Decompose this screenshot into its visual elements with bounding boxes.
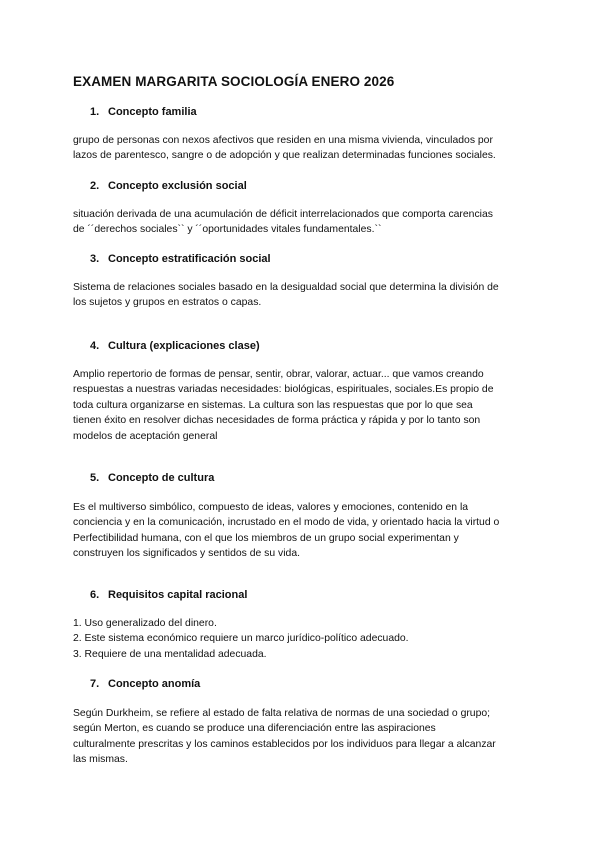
- body-line: conciencia y en la comunicación, incrustado en el modo de vida, y orientado hacia la virtud o: [73, 517, 500, 529]
- body-line: según Merton, es cuando se produce una diferenciación entre las aspiraciones: [73, 723, 436, 735]
- section-body-estratificacion-social: [73, 280, 533, 311]
- section-number: 2.: [90, 180, 100, 192]
- body-line: tienen éxito en resolver dichas necesidades de forma práctica y rápida y por lo tanto son: [73, 415, 481, 427]
- section-title: Concepto anomía: [108, 678, 201, 690]
- body-line: respuestas a nuestras variadas necesidades: biológicas, espirituales, sociales.Es propio de: [73, 384, 494, 396]
- list-item: 2. Este sistema económico requiere un marco jurídico-político adecuado.: [73, 633, 409, 645]
- requirements-list: [73, 616, 409, 662]
- body-line: Según Durkheim, se refiere al estado de falta relativa de normas de una sociedad o grupo;: [73, 708, 491, 719]
- body-line: Amplio repertorio de formas de pensar, sentir, obrar, valorar, actuar... que vamos creando: [73, 369, 484, 380]
- section-title: Requisitos capital racional: [108, 589, 248, 601]
- section-title: Cultura (explicaciones clase): [108, 340, 260, 352]
- body-line: las mismas.: [73, 754, 128, 766]
- section-title: Concepto familia: [108, 106, 197, 118]
- section-body-concepto-cultura: [73, 500, 533, 562]
- body-line: situación derivada de una acumulación de déficit interrelacionados que comporta carencias: [73, 209, 493, 220]
- section-number: 4.: [90, 340, 100, 352]
- list-item: 3. Requiere de una mentalidad adecuada.: [73, 648, 267, 660]
- section-heading-anomia: [90, 678, 200, 690]
- body-line: culturalmente prescritas y los caminos establecidos por los individuos para llegar a alcanzar: [73, 738, 496, 750]
- body-line: de ´´derechos sociales`` y ´´oportunidades vitales fundamentales.``: [73, 224, 382, 236]
- section-heading-concepto-cultura: [90, 472, 214, 484]
- section-number: 6.: [90, 589, 100, 601]
- body-line: grupo de personas con nexos afectivos que residen en una misma vivienda, vinculados por: [73, 135, 493, 146]
- section-body-exclusion-social: [73, 207, 533, 238]
- section-number: 5.: [90, 472, 100, 484]
- section-number: 1.: [90, 106, 100, 118]
- body-line: Sistema de relaciones sociales basado en la desigualdad social que determina la división de: [73, 282, 499, 293]
- body-line: construyen los significados y sentidos de su vida.: [73, 548, 300, 560]
- section-heading-cultura-clase: [90, 340, 260, 352]
- body-line: toda cultura organizarse en sistemas. La cultura son las respuestas que por lo que sea: [73, 399, 473, 411]
- body-line: lazos de parentesco, sangre o de adopción y que realizan determinadas funciones sociales.: [73, 150, 496, 162]
- section-heading-capital-racional: [90, 589, 247, 601]
- list-item: 1. Uso generalizado del dinero.: [73, 618, 217, 629]
- section-heading-familia: [90, 106, 197, 118]
- section-body-familia: [73, 133, 533, 164]
- section-title: Concepto de cultura: [108, 472, 215, 484]
- section-body-cultura-clase: [73, 367, 533, 444]
- section-title: Concepto exclusión social: [108, 180, 247, 192]
- document-title: EXAMEN MARGARITA SOCIOLOGÍA ENERO 2026: [73, 74, 395, 89]
- section-number: 3.: [90, 253, 100, 265]
- section-number: 7.: [90, 678, 100, 690]
- section-heading-exclusion-social: [90, 180, 247, 192]
- section-title: Concepto estratificación social: [108, 253, 271, 265]
- body-line: los sujetos y grupos en estratos o capas.: [73, 297, 262, 309]
- body-line: Perfectibilidad humana, con el que los miembros de un grupo social experimentan y: [73, 532, 459, 544]
- section-body-anomia: [73, 706, 533, 768]
- body-line: Es el multiverso simbólico, compuesto de ideas, valores y emociones, contenido en la: [73, 502, 469, 513]
- section-heading-estratificacion-social: [90, 253, 271, 265]
- body-line: modelos de aceptación general: [73, 430, 218, 442]
